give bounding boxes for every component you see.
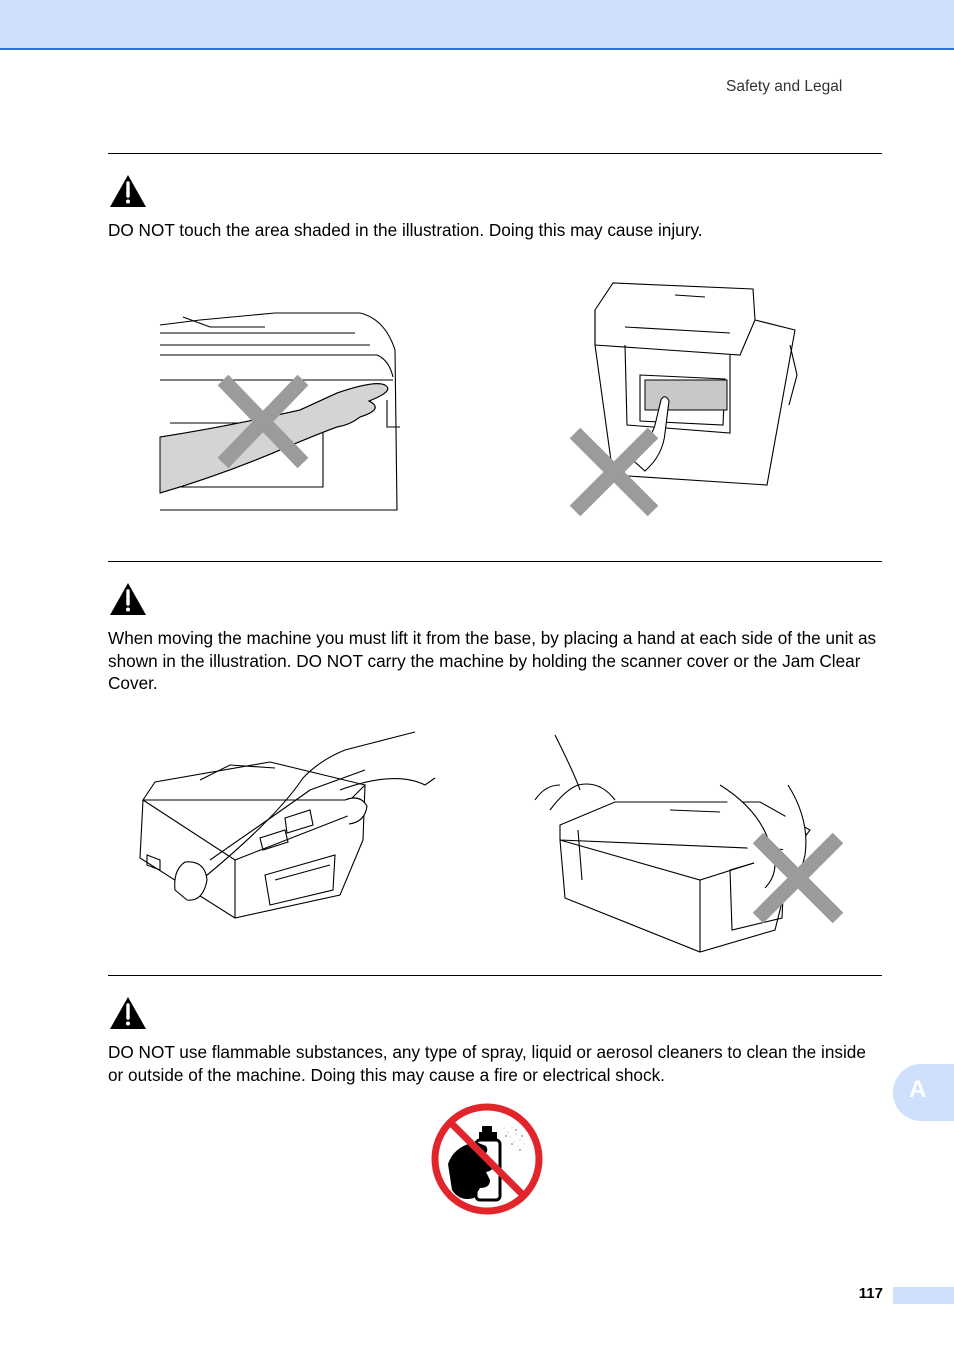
footer-tab	[893, 1287, 954, 1304]
warning-text: DO NOT touch the area shaded in the illustration. Doing this may cause injury.	[108, 220, 703, 240]
lifting-by-cover-illustration	[520, 730, 850, 960]
section-divider	[108, 561, 882, 562]
hand-on-scanner-illustration	[155, 305, 410, 515]
section-divider	[108, 975, 882, 976]
warning-triangle-icon	[108, 581, 148, 617]
no-aerosol-icon	[430, 1102, 544, 1216]
header-band	[0, 0, 954, 50]
lifting-by-base-illustration	[135, 730, 445, 925]
section-divider	[108, 153, 882, 154]
warning-text: When moving the machine you must lift it from the base, by placing a hand at each side of the unit as shown in the illustration. DO NOT carry the machine by holding the scanner cover or the Jam Clear Cover.	[108, 628, 877, 693]
warning-triangle-icon	[108, 173, 148, 209]
appendix-tab-label: A	[909, 1076, 927, 1103]
page-number: 117	[858, 1285, 883, 1302]
finger-in-rear-illustration	[565, 275, 805, 520]
warning-triangle-icon	[108, 995, 148, 1031]
running-title: Safety and Legal	[726, 78, 843, 95]
appendix-tab	[893, 1064, 954, 1121]
warning-text: DO NOT use flammable substances, any type of spray, liquid or aerosol cleaners to clean the inside or outside of the machine. Doing this may cause a fire or electrical shock.	[108, 1042, 866, 1085]
